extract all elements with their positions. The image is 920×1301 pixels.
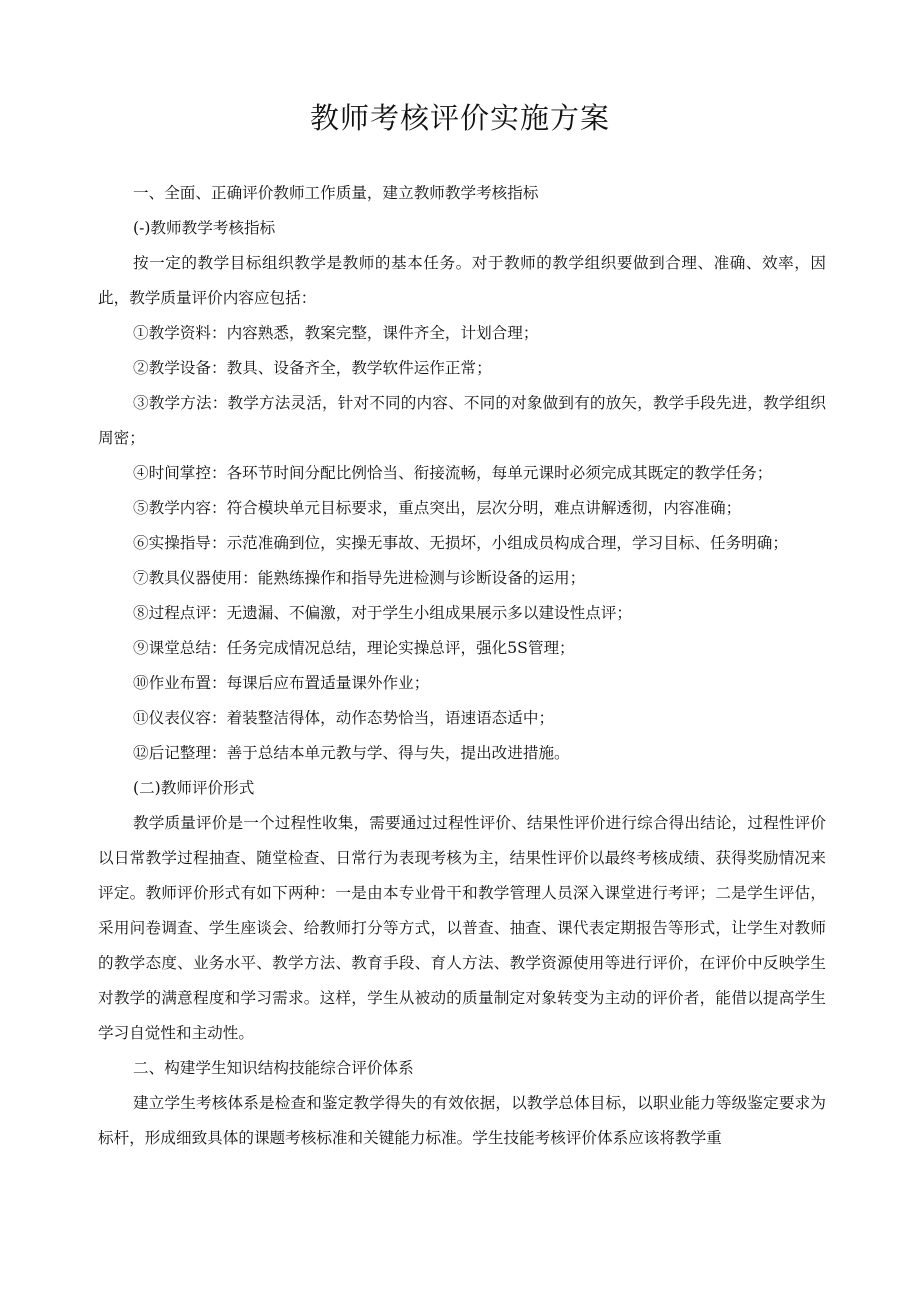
criteria-item-7: ⑦教具仪器使用：能熟练操作和指导先进检测与诊断设备的运用； [133, 569, 586, 587]
criteria-item-5: ⑤教学内容：符合模块单元目标要求，重点突出，层次分明，难点讲解透彻，内容准确； [133, 499, 742, 517]
criteria-item-10: ⑩作业布置：每课后应布置适量课外作业； [133, 674, 430, 692]
criteria-item-3: ③教学方法：教学方法灵活，针对不同的内容、不同的对象做到有的放矢，教学手段先进，教学组织周密； [98, 394, 826, 447]
criteria-item-6: ⑥实操指导：示范准确到位，实操无事故、无损坏，小组成员构成合理，学习目标、任务明确； [133, 534, 788, 552]
criteria-item-4: ④时间掌控：各环节时间分配比例恰当、衔接流畅，每单元课时必须完成其既定的教学任务； [133, 464, 773, 482]
document-title: 教师考核评价实施方案 [309, 101, 610, 135]
criteria-item-8: ⑧过程点评：无遗漏、不偏激，对于学生小组成果展示多以建设性点评； [133, 604, 633, 622]
criteria-item-11: ⑪仪表仪容：着装整洁得体，动作态势恰当，语速语态适中； [133, 709, 555, 727]
criteria-item-2: ②教学设备：教具、设备齐全，教学软件运作正常； [133, 359, 492, 377]
criteria-item-12: ⑫后记整理：善于总结本单元教与学、得与失，提出改进措施。 [133, 744, 570, 762]
subsection-2-body: 教学质量评价是一个过程性收集，需要通过过程性评价、结果性评价进行综合得出结论，过程性评价以日常教学过程抽查、随堂检查、日常行为表现考核为主，结果性评价以最终考核成绩、获得奖励情况来评定。教师评价形式有如下两种：一是由本专业骨干和教学管理人员深入课堂进行考评；二是学生评估，采用问卷调查、学生座谈会、给教师打分等方式，以普查、抽查、课代表定期报告等形式，让学生对教师的教学态度、业务水平、教学方法、教育手段、育人方法、教学资源使用等进行评价，在评价中反映学生对教学的满意程度和学习需求。这样，学生从被动的质量制定对象转变为主动的评价者，能借以提高学生学习自觉性和主动性。 [98, 814, 826, 1042]
subsection-1-heading: (-)教师教学考核指标 [133, 219, 276, 237]
criteria-item-9: ⑨课堂总结：任务完成情况总结，理论实操总评，强化5S管理； [133, 639, 575, 657]
section-2-heading: 二、构建学生知识结构技能综合评价体系 [133, 1059, 414, 1077]
subsection-2-heading: (二)教师评价形式 [133, 779, 255, 797]
criteria-item-1: ①教学资料：内容熟悉，教案完整，课件齐全，计划合理； [133, 324, 539, 342]
section-2-body: 建立学生考核体系是检查和鉴定教学得失的有效依据，以教学总体目标，以职业能力等级鉴定要求为标杆，形成细致具体的课题考核标准和关键能力标准。学生技能考核评价体系应该将教学重 [98, 1094, 826, 1147]
section-1-heading: 一、全面、正确评价教师工作质量，建立教师教学考核指标 [133, 184, 539, 202]
document-body [98, 176, 826, 1156]
subsection-1-intro: 按一定的教学目标组织教学是教师的基本任务。对于教师的教学组织要做到合理、准确、效率，因此，教学质量评价内容应包括： [98, 254, 826, 307]
